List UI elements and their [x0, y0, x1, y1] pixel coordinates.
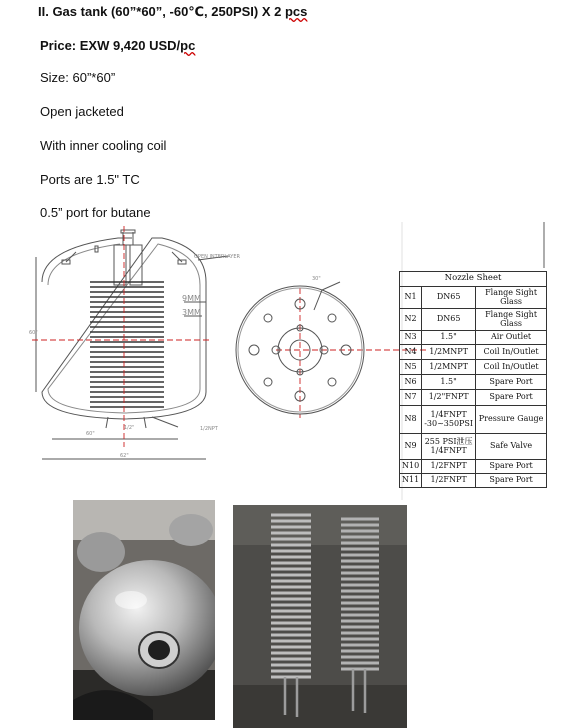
drain-port-label: 1/2NPT	[200, 426, 218, 432]
table-cell: 255 PSI泄压1/4FNPT	[422, 434, 476, 460]
nozzle-sheet-title: Nozzle Sheet	[400, 272, 547, 287]
table-cell: Coil In/Outlet	[476, 345, 547, 360]
table-cell: N8	[400, 406, 422, 434]
table-cell: N9	[400, 434, 422, 460]
cooling-coil	[90, 282, 164, 407]
table-cell: DN65	[422, 287, 476, 309]
coil-line: With inner cooling coil	[40, 138, 167, 153]
table-cell: Coil In/Outlet	[476, 360, 547, 375]
table-cell: Spare Port	[476, 474, 547, 488]
table-cell: 1/2FNPT	[422, 474, 476, 488]
thickness-9mm-label: 9MM	[182, 294, 201, 303]
size-line: Size: 60”*60”	[40, 70, 116, 85]
butane-port-line: 0.5” port for butane	[40, 205, 151, 220]
table-cell: 1/4FNPT -30~350PSI	[422, 406, 476, 434]
table-cell: N5	[400, 360, 422, 375]
table-cell: N2	[400, 309, 422, 331]
table-cell: 1.5"	[422, 331, 476, 345]
table-cell: 1/2"FNPT	[422, 390, 476, 406]
bottom-dim-left: 60"	[86, 431, 95, 437]
table-cell: 1.5"	[422, 375, 476, 390]
table-cell: Flange Sight Glass	[476, 287, 547, 309]
table-cell: N7	[400, 390, 422, 406]
table-cell: 1/2MNPT	[422, 345, 476, 360]
table-cell: Safe Valve	[476, 434, 547, 460]
table-cell: N6	[400, 375, 422, 390]
table-cell: N4	[400, 345, 422, 360]
table-cell: 1/2FNPT	[422, 460, 476, 474]
table-cell: DN65	[422, 309, 476, 331]
interlayer-label: OPEN INTERLAYER	[194, 254, 240, 260]
thickness-3mm-label: 3MM	[182, 308, 201, 317]
table-cell: N11	[400, 474, 422, 488]
ports-line: Ports are 1.5" TC	[40, 172, 140, 187]
price-line: Price: EXW 9,420 USD/pc	[40, 38, 196, 53]
table-cell: 1/2MNPT	[422, 360, 476, 375]
table-cell: Pressure Gauge	[476, 406, 547, 434]
table-cell: Spare Port	[476, 390, 547, 406]
width-dim-label: 62"	[120, 453, 129, 459]
tank-photo	[73, 500, 215, 720]
table-cell: Air Outlet	[476, 331, 547, 345]
table-cell: N1	[400, 287, 422, 309]
bottom-dim-mid: 1/2"	[124, 425, 135, 431]
table-cell: Flange Sight Glass	[476, 309, 547, 331]
jacket-line: Open jacketed	[40, 104, 124, 119]
nozzle-sheet-table	[399, 271, 547, 488]
table-cell: N3	[400, 331, 422, 345]
table-cell: N10	[400, 460, 422, 474]
table-cell: Spare Port	[476, 460, 547, 474]
table-cell: Spare Port	[476, 375, 547, 390]
top-dim-label: 30"	[312, 276, 321, 282]
cooling-coil-photo	[233, 505, 407, 728]
height-dim-label: 60"	[29, 330, 38, 336]
section-title: II. Gas tank (60”*60”, -60℃, 250PSI) X 2 pcs	[38, 4, 308, 19]
